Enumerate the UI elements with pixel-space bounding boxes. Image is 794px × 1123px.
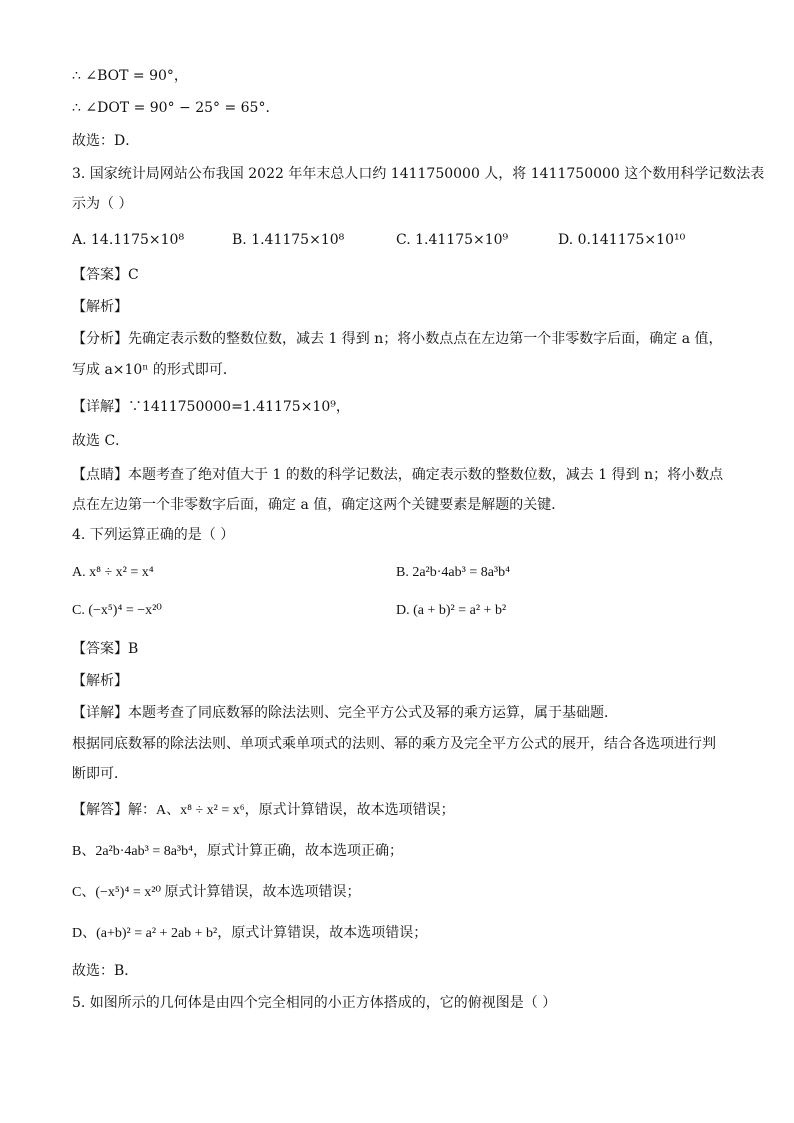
q4-detail-line-3: 断即可．	[72, 766, 128, 782]
q4-solution-b: B、2a²b·4ab³ = 8a³b⁴，原式计算正确，故本选项正确；	[72, 844, 404, 859]
q3-analysis-line-1: 【分析】先确定表示数的整数位数，减去 1 得到 n；将小数点点在左边第一个非零数字后面，确定 a 值，	[72, 331, 723, 347]
q3-option-c: C. 1.41175×10⁹	[396, 232, 509, 248]
q4-detail-line-2: 根据同底数幂的除法法则、单项式乘单项式的法则、幂的乘方及完全平方公式的展开，结合各选项进行判	[72, 736, 716, 752]
proof-line-bot: ∴ ∠BOT = 90°，	[72, 68, 188, 84]
q4-choose: 故选：B．	[72, 963, 139, 979]
q3-stem-line-2: 示为（ ）	[72, 196, 133, 212]
q4-option-a: A. x⁸ ÷ x² = x⁴	[72, 565, 154, 580]
q4-answer: 【答案】B	[72, 641, 139, 657]
q3-stem-line-1: 3. 国家统计局网站公布我国 2022 年年末总人口约 1411750000 人，将 1411750000 这个数用科学记数法表	[72, 166, 765, 182]
q4-stem: 4. 下列运算正确的是（ ）	[72, 527, 235, 543]
q4-solution-c: C、(−x⁵)⁴ = x²⁰ 原式计算错误，故本选项错误；	[72, 885, 361, 900]
q3-option-b: B. 1.41175×10⁸	[232, 232, 345, 248]
q3-analysis-heading: 【解析】	[72, 299, 128, 315]
q3-choose: 故选 C．	[72, 433, 130, 449]
q3-analysis-line-2: 写成 a×10ⁿ 的形式即可．	[72, 362, 237, 378]
q4-option-d: D. (a + b)² = a² + b²	[396, 603, 507, 618]
q4-detail-line-1: 【详解】本题考查了同底数幂的除法法则、完全平方公式及幂的乘方运算，属于基础题．	[72, 705, 618, 721]
proof-line-dot: ∴ ∠DOT = 90° − 25° = 65°．	[72, 100, 280, 116]
q3-comment-line-2: 点在左边第一个非零数字后面，确定 a 值，确定这两个关键要素是解题的关键．	[72, 497, 566, 513]
q4-solution-d: D、(a+b)² = a² + 2ab + b²，原式计算错误，故本选项错误；	[72, 926, 428, 941]
q4-solution-a: 【解答】解：A、x⁸ ÷ x² = x⁶，原式计算错误，故本选项错误；	[72, 803, 455, 818]
q3-answer: 【答案】C	[72, 267, 139, 283]
q3-detail: 【详解】∵1411750000=1.41175×10⁹，	[72, 399, 350, 415]
q3-comment-line-1: 【点睛】本题考查了绝对值大于 1 的数的科学记数法，确定表示数的整数位数，减去 1 得到 n；将小数点	[72, 467, 724, 483]
q4-analysis-heading: 【解析】	[72, 673, 128, 689]
q5-stem: 5. 如图所示的几何体是由四个完全相同的小正方体搭成的，它的俯视图是（ ）	[72, 995, 557, 1011]
q4-option-c: C. (−x⁵)⁴ = −x²⁰	[72, 603, 162, 618]
q3-option-d: D. 0.141175×10¹⁰	[558, 232, 686, 248]
q2-choice: 故选：D．	[72, 133, 140, 149]
q3-option-a: A. 14.1175×10⁸	[72, 232, 185, 248]
q4-option-b: B. 2a²b·4ab³ = 8a³b⁴	[396, 565, 511, 580]
